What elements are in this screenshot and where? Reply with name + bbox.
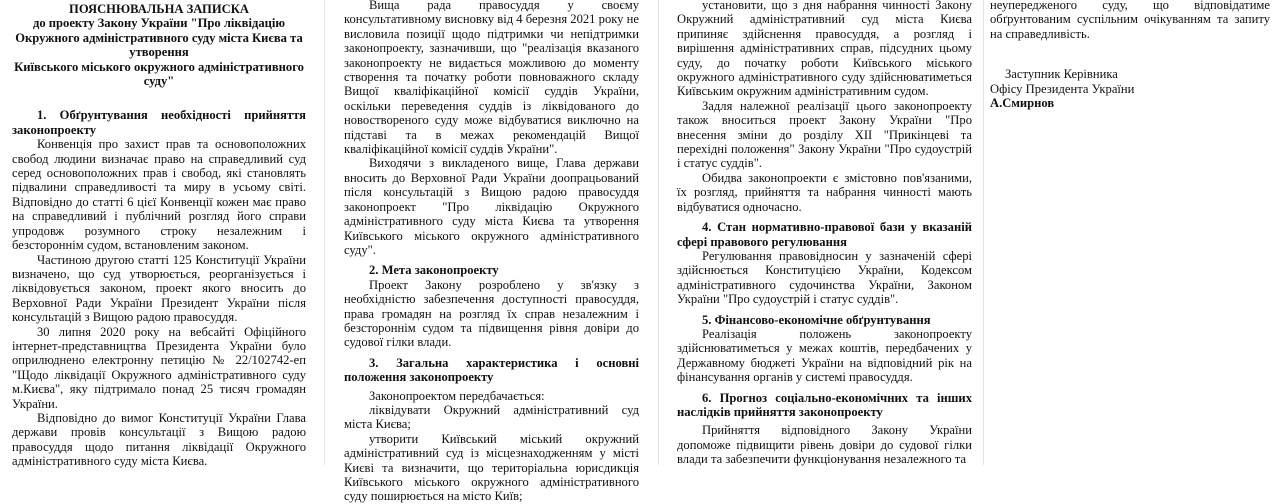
signature-title: Заступник Керівника [1005,67,1118,82]
paragraph: Частиною другою статті 125 Конституції України визначено, що суд утворюється, реорганізується і ліквідовується законом, проект якого вносить до Верховної Ради України Президент України після консультацій з Вищою радою правосуддя. [12,252,306,325]
list-item: ліквідувати Окружний адміністративний суд міста Києва; [344,402,639,432]
paragraph: Обидва законопроекти є змістовно пов'язаними, їх розгляд, прийняття та набрання чинності мають відбуватися одночасно. [677,170,972,214]
signature-office: Офісу Президента України [990,81,1135,96]
paragraph: 30 липня 2020 року на вебсайті Офіційного інтернет-представництва Президента України було оприлюднено електронну петицію № 22/102742-еп "Щодо ліквідації Окружного адміністративного суду м.Києва", яку підтримало понад 25 тисяч громадян України. [12,324,306,411]
paragraph: Виходячи з викладеного вище, Глава держави вносить до Верховної Ради України доопрацьований після консультацій з Вищою радою правосуддя законопроект "Про ліквідацію Окружного адміністративного суду міста Києва та утворення Київського міського окружного адміністративного суду". [344,156,639,257]
paragraph: Законопроектом передбачається: [369,388,545,403]
paragraph: Відповідно до вимог Конституції України Глава держави провів консультації з Вищою радою правосуддя щодо питання ліквідації Окружного адміністративного суду міста Києва. [12,410,306,469]
document-page-4 [984,0,1280,465]
section-heading-5: 5. Фінансово-економічне обґрунтування [702,312,931,327]
paragraph: Проект Закону розроблено у зв'язку з необхідністю забезпечення доступності правосуддя, права громадян на розгляд їх справ незалежним і безстороннім судом та підвищення рівня довіри до судової гілки влади. [344,277,639,350]
section-heading-3: 3. Загальна характеристика і основні положення законопроекту [344,355,639,385]
paragraph: неупередженого суду, що відповідатиме обґрунтованим суспільним очікуванням та запиту на справедливість. [990,0,1270,41]
section-heading-6: 6. Прогноз соціально-економічних та інших наслідків прийняття законопроекту [677,390,972,419]
section-heading-4: 4. Стан нормативно-правової бази у вказаній сфері правового регулювання [677,220,972,249]
section-heading-2: 2. Мета законопроекту [369,263,499,278]
signature-name: А.Смирнов [990,96,1055,111]
list-item: утворити Київський міський окружний адміністративний суд із місцезнаходженням у місті Києві та визначити, що територіальна юрисдикція Київського міського окружного адміністративного суду поширюється на місто Київ; [344,431,639,504]
document-page-3 [659,0,979,465]
paragraph: установити, що з дня набрання чинності Закону Окружний адміністративний суд міста Києва припиняє здійснення правосуддя, а розгляд і вирішення адміністративних справ, підсудних цьому суду, до початку роботи Київського міського окружного адміністративного суду здійснюватиметься Київським окружним адміністративним судом. [677,0,972,99]
document-page-2 [325,0,653,504]
paragraph: Вища рада правосуддя у своєму консультативному висновку від 4 березня 2021 року не висловила позиції щодо підтримки чи непідтримки законопроекту, зазначивши, що "реалізація вказаного законопроекту не видається можливою до моменту створення та початку роботи повноважного складу Вищої кваліфікаційної комісії суддів України, оскільки переведення суддів із ліквідованого до новоствореного суду може відбуватися виключно на підставі та в межах рекомендацій Вищої кваліфікаційної комісії суддів України". [344,0,639,157]
paragraph: Прийняття відповідного Закону України допоможе підвищити рівень довіри до судової гілки влади та забезпечити функціонування незалежного та [677,423,972,467]
document-title: ПОЯСНЮВАЛЬНА ЗАПИСКА до проекту Закону України "Про ліквідацію Окружного адміністративного суду міста Києва та утворення Київського міського окружного адміністративного суду" [14,2,304,89]
paragraph: Реалізація положень законопроекту здійснюватиметься у межах коштів, передбачених у Державному бюджеті України на відповідний рік на фінансування органів у системі правосуддя. [677,326,972,385]
paragraph: Конвенція про захист прав та основоположних свобод людини визначає право на справедливий суд серед основоположних прав і свобод, які становлять підвалини справедливості та миру в усьому світі. Відповідно до статті 6 цієї Конвенції кожен має право на справедливий і публічний розгляд його справи упродовж розумного строку незалежним і безстороннім судом, встановленим законом. [12,137,306,253]
paragraph: Регулювання правовідносин у зазначеній сфері здійснюється Конституцією України, Кодексом адміністративного судочинства України, Законом України "Про судоустрій і статус суддів". [677,248,972,307]
section-heading-1: 1. Обґрунтування необхідності прийняття законопроекту [12,108,306,137]
document-page-1 [0,0,318,469]
paragraph: Задля належної реалізації цього законопроекту також вноситься проект Закону України "Про внесення зміни до розділу XII "Прикінцеві та перехідні положення" Закону України "Про судоустрій і статус суддів". [677,98,972,171]
